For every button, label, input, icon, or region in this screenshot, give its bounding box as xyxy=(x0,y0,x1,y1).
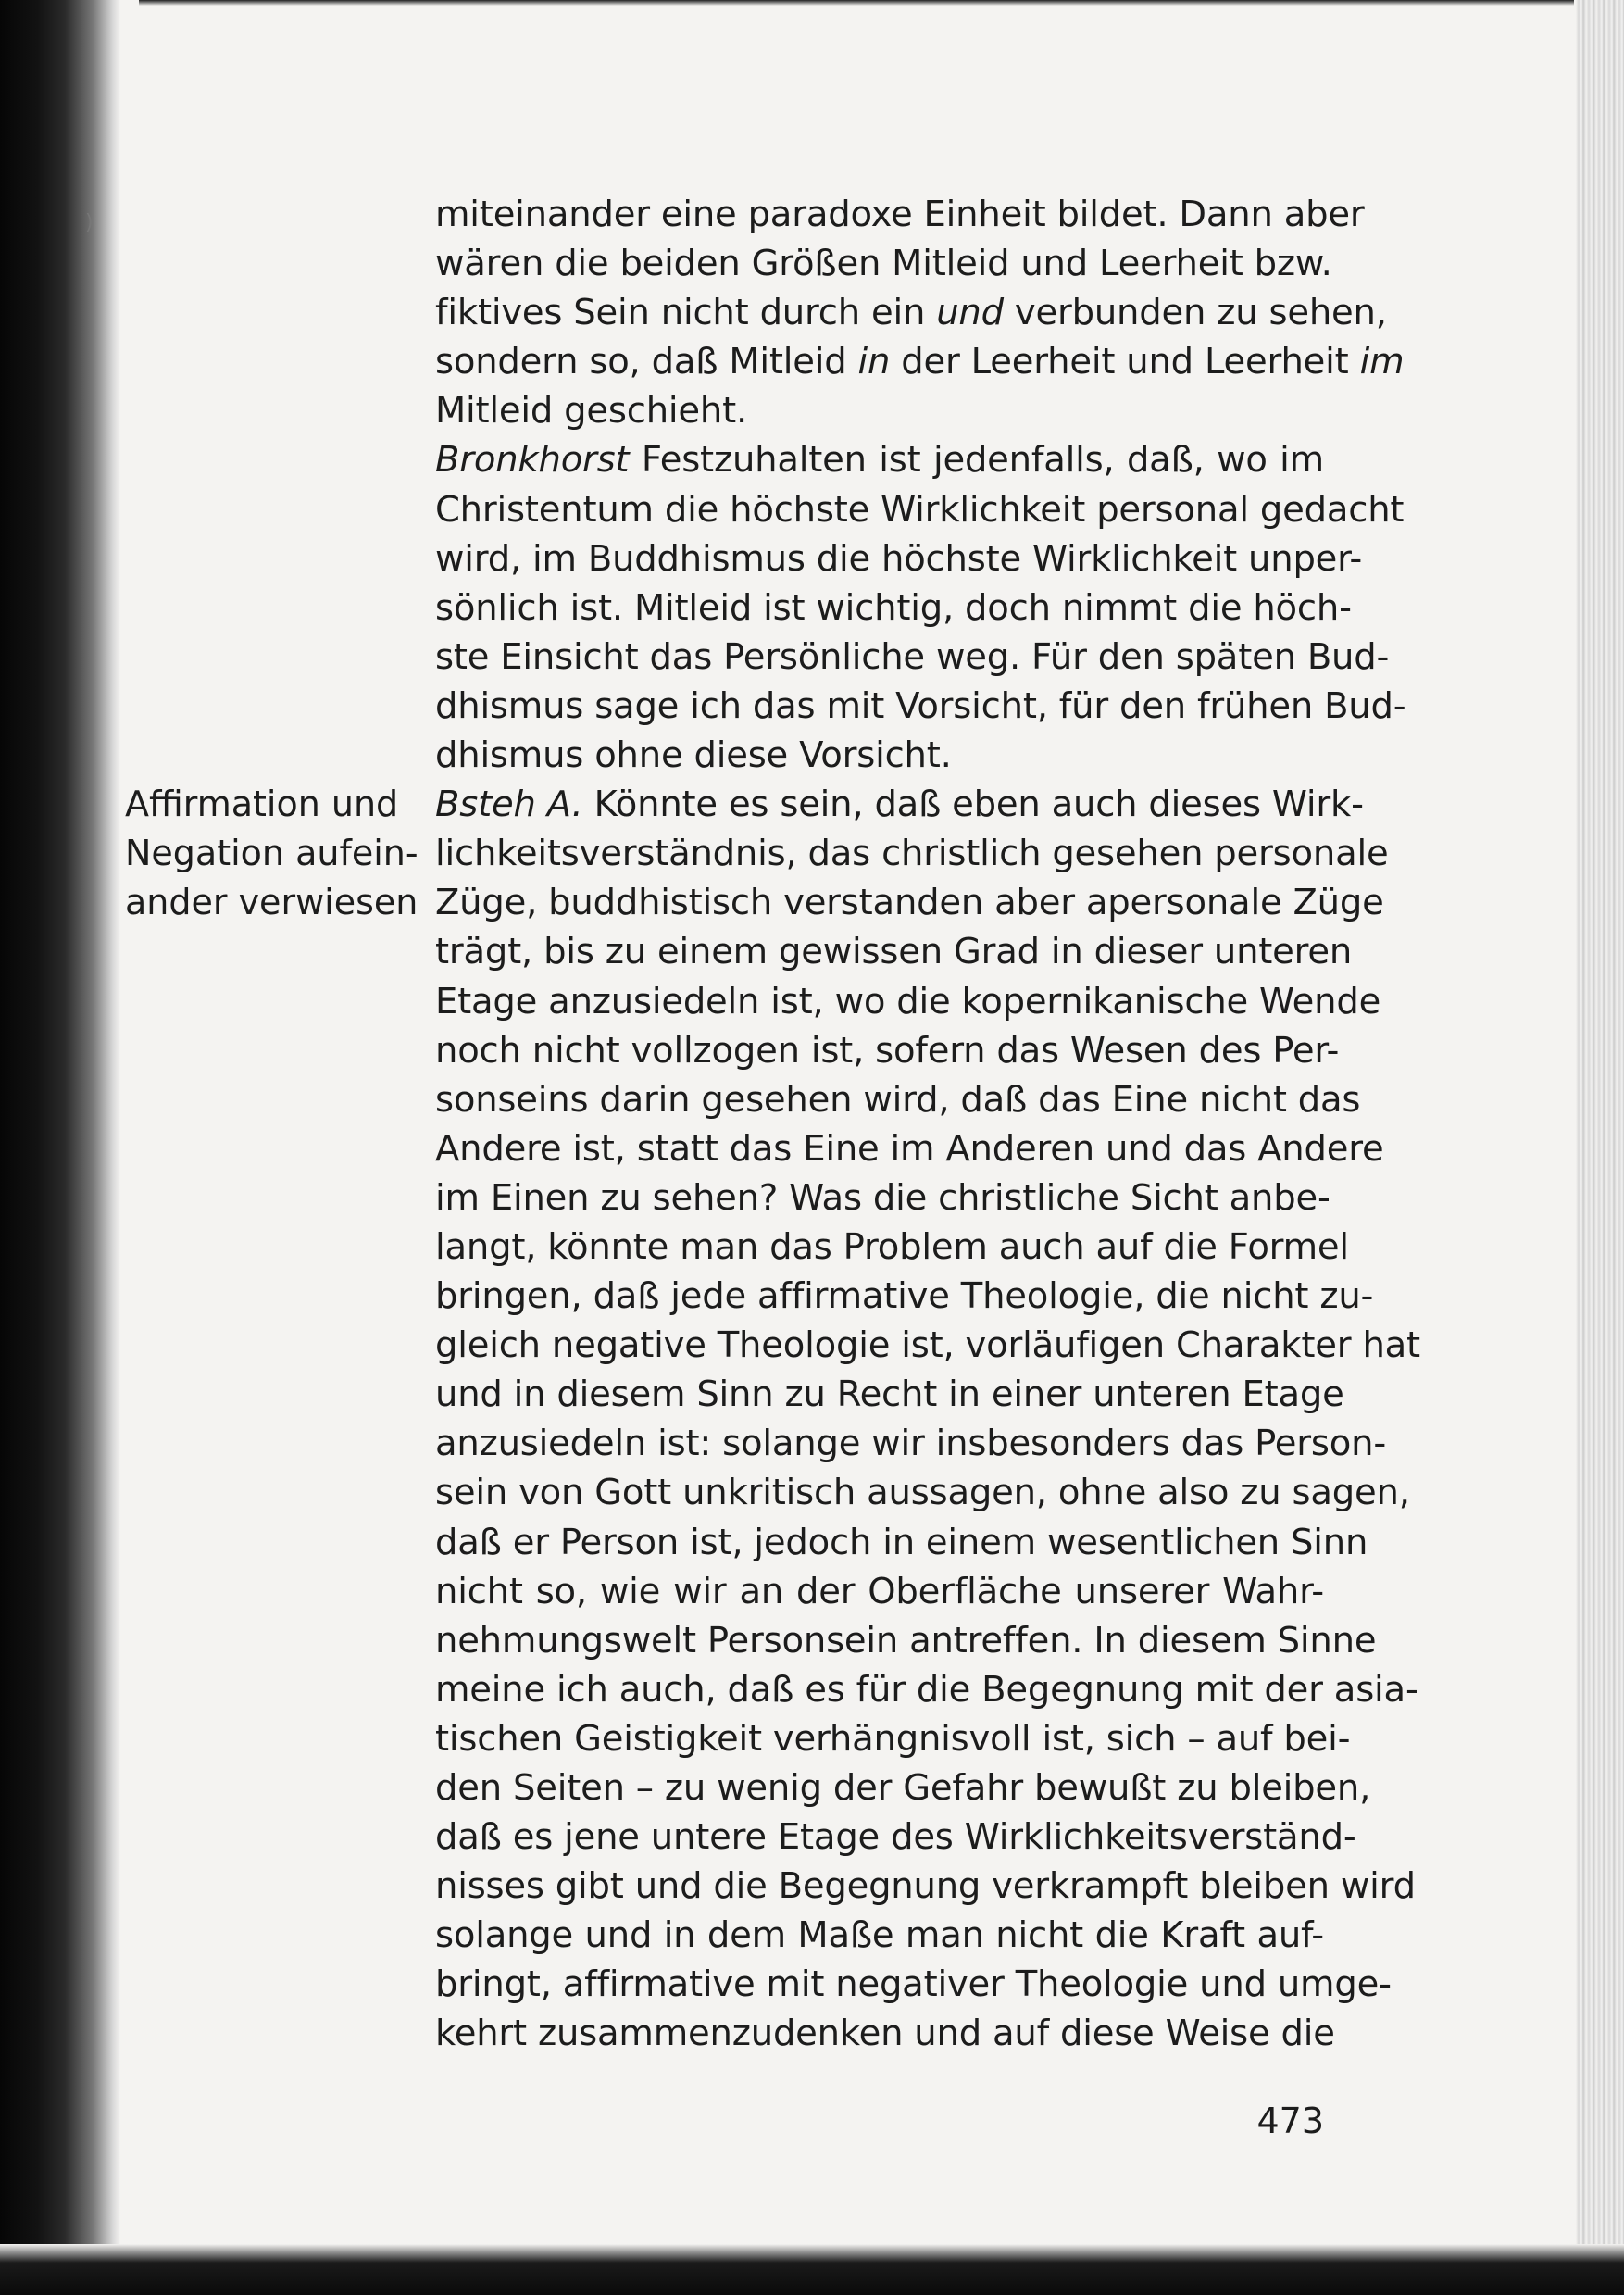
emphasis: und xyxy=(936,292,1004,334)
text-line: daß es jene untere Etage des Wirklichkeitsverständ- xyxy=(435,1816,1356,1859)
text-line: Mitleid geschieht. xyxy=(435,390,748,433)
emphasis: im xyxy=(1359,341,1405,383)
text-line: dhismus ohne diese Vorsicht. xyxy=(435,734,952,777)
scan-artifact: ) xyxy=(85,211,94,234)
text-line: Züge, buddhistisch verstanden aber apersonale Züge xyxy=(435,882,1384,924)
speaker-name: Bronkhorst xyxy=(435,439,630,482)
main-text-column xyxy=(435,190,1420,2059)
text-line: dhismus sage ich das mit Vorsicht, für den frühen Bud- xyxy=(435,684,1406,727)
text-line: nehmungswelt Personsein antreffen. In diesem Sinne xyxy=(435,1619,1377,1662)
top-scan-edge xyxy=(139,0,1574,6)
margin-note-line: Affirmation und xyxy=(125,784,399,824)
text-line: kehrt zusammenzudenken und auf diese Weise die xyxy=(435,2013,1335,2055)
text-fragment: der Leerheit und Leerheit xyxy=(901,341,1349,383)
text-line: tischen Geistigkeit verhängnisvoll ist, sich – auf bei- xyxy=(435,1717,1351,1760)
text-line: bringt, affirmative mit negativer Theologie und umge- xyxy=(435,1963,1392,2006)
text-line: bringen, daß jede affirmative Theologie, die nicht zu- xyxy=(435,1275,1374,1318)
text-line: lichkeitsverständnis, das christlich gesehen personale xyxy=(435,833,1389,875)
page-edge-stack xyxy=(1576,0,1624,2295)
speaker-name: Bsteh A. xyxy=(435,784,583,826)
text-line: meine ich auch, daß es für die Begegnung mit der asia- xyxy=(435,1668,1418,1711)
text-line: Andere ist, statt das Eine im Anderen und das Andere xyxy=(435,1127,1384,1170)
text-fragment: sondern so, daß Mitleid xyxy=(435,341,847,383)
text-line: noch nicht vollzogen ist, sofern das Wesen des Per- xyxy=(435,1029,1340,1072)
text-fragment: Festzuhalten ist jedenfalls, daß, wo im xyxy=(641,439,1324,482)
text-line: und in diesem Sinn zu Recht in einer unteren Etage xyxy=(435,1373,1344,1416)
emphasis: in xyxy=(857,341,891,383)
text-line: miteinander eine paradoxe Einheit bildet. Dann aber xyxy=(435,194,1365,235)
text-fragment: Könnte es sein, daß eben auch dieses Wirk- xyxy=(593,784,1364,826)
text-fragment: fiktives Sein nicht durch ein xyxy=(435,292,926,334)
bottom-scan-edge xyxy=(0,2244,1624,2295)
text-line: wären die beiden Größen Mitleid und Leerheit bzw. xyxy=(435,243,1332,285)
text-line: Etage anzusiedeln ist, wo die kopernikanische Wende xyxy=(435,980,1381,1022)
text-line: Christentum die höchste Wirklichkeit personal gedacht xyxy=(435,488,1405,531)
text-line: solange und in dem Maße man nicht die Kraft auf- xyxy=(435,1914,1324,1957)
margin-note-line: ander verwiesen xyxy=(125,882,418,923)
text-line: nisses gibt und die Begegnung verkrampft bleiben wird xyxy=(435,1865,1416,1908)
text-fragment: verbunden zu sehen, xyxy=(1014,292,1387,334)
text-line: daß er Person ist, jedoch in einem wesentlichen Sinn xyxy=(435,1521,1368,1563)
page-number: 473 xyxy=(1256,2101,1324,2141)
text-line: den Seiten – zu wenig der Gefahr bewußt zu bleiben, xyxy=(435,1767,1371,1809)
text-line: sonseins darin gesehen wird, daß das Eine nicht das xyxy=(435,1078,1361,1121)
text-line: trägt, bis zu einem gewissen Grad in dieser unteren xyxy=(435,931,1353,973)
text-line xyxy=(435,337,1405,386)
text-line xyxy=(435,780,1364,829)
text-line: gleich negative Theologie ist, vorläufigen Charakter hat xyxy=(435,1324,1420,1367)
margin-note-line: Negation aufein- xyxy=(125,833,418,874)
text-line: anzusiedeln ist: solange wir insbesonders das Person- xyxy=(435,1423,1387,1465)
text-line: ste Einsicht das Persönliche weg. Für den späten Bud- xyxy=(435,635,1390,678)
book-spine-shadow xyxy=(0,0,120,2295)
text-line: sönlich ist. Mitleid ist wichtig, doch nimmt die höch- xyxy=(435,586,1352,629)
margin-note xyxy=(125,780,418,927)
text-line: sein von Gott unkritisch aussagen, ohne also zu sagen, xyxy=(435,1472,1410,1514)
text-line: langt, könnte man das Problem auch auf die Formel xyxy=(435,1225,1349,1268)
text-line: nicht so, wie wir an der Oberfläche unserer Wahr- xyxy=(435,1570,1324,1612)
text-line xyxy=(435,435,1324,484)
text-line: wird, im Buddhismus die höchste Wirklichkeit unper- xyxy=(435,537,1363,580)
text-line: im Einen zu sehen? Was die christliche Sicht anbe- xyxy=(435,1176,1330,1219)
text-line xyxy=(435,288,1387,337)
